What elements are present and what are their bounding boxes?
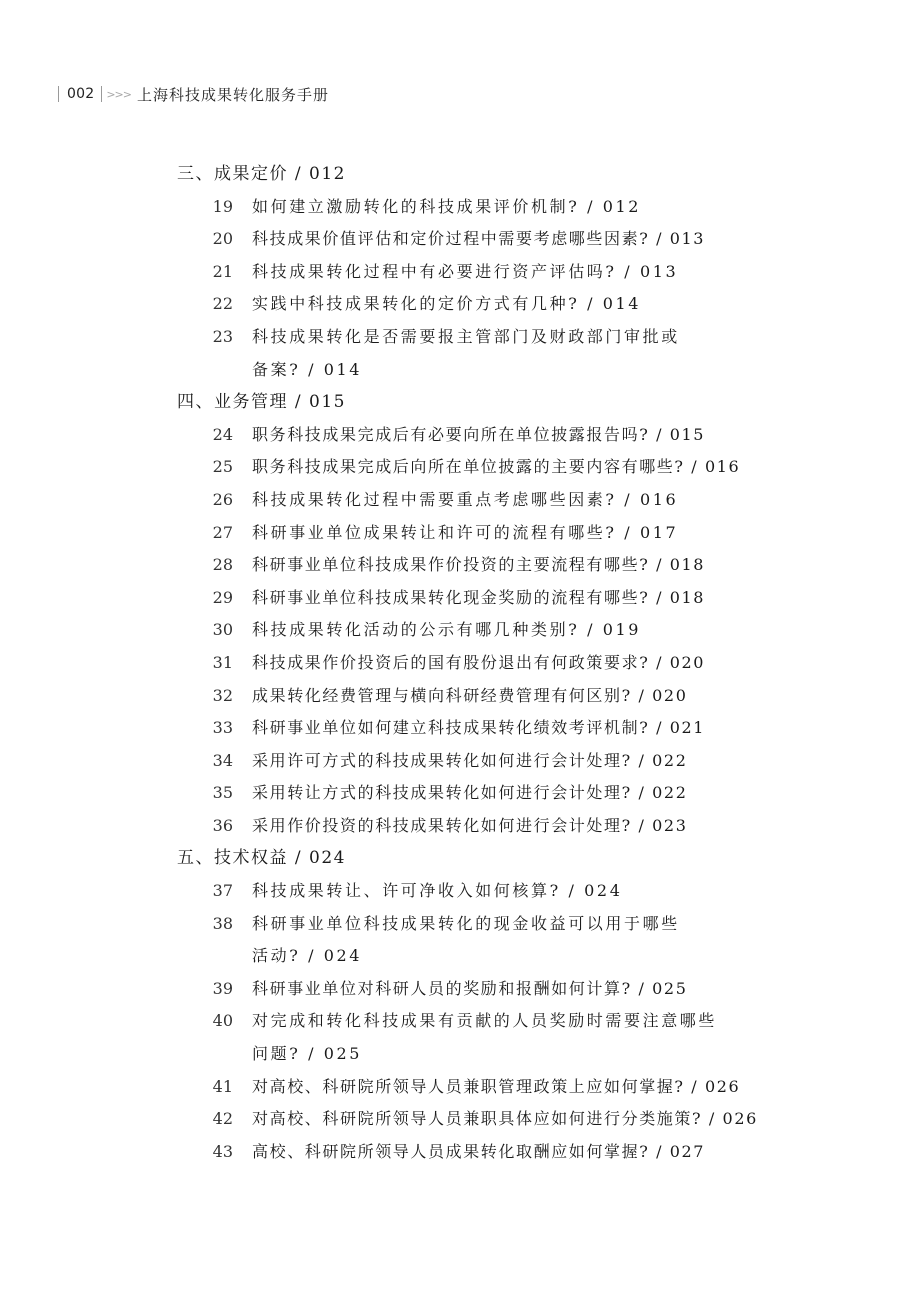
toc-entry-title[interactable]: 科技成果转化过程中需要重点考虑哪些因素? / 016: [252, 489, 679, 509]
toc-entry-number: 39: [212, 978, 233, 998]
toc-entry-number: 34: [212, 750, 233, 770]
toc-entry-number: 21: [212, 261, 233, 281]
toc-entry-row: [0, 1005, 924, 1038]
toc-entry-row: [0, 973, 924, 1006]
toc-entry-row: [0, 875, 924, 908]
toc-entry-number: 30: [212, 620, 233, 640]
toc-entry-number: 35: [212, 783, 233, 803]
toc-entry-number: 28: [212, 555, 233, 575]
running-header: [58, 82, 329, 106]
toc-entry-title[interactable]: 采用许可方式的科技成果转化如何进行会计处理? / 022: [252, 750, 688, 770]
toc-entry-row: [0, 288, 924, 321]
chevron-separator-icon: >>>: [106, 87, 131, 101]
toc-entry-row: [0, 1136, 924, 1169]
toc-entry-title[interactable]: 高校、科研院所领导人员成果转化取酬应如何掌握? / 027: [252, 1141, 706, 1161]
toc-entry-number: 42: [212, 1109, 233, 1129]
toc-entry-number: 33: [212, 718, 233, 738]
toc-entry-number: 40: [212, 1011, 233, 1031]
toc-entry-title[interactable]: 成果转化经费管理与横向科研经费管理有何区别? / 020: [252, 685, 688, 705]
toc-entry-number: 22: [212, 294, 233, 314]
toc-entry-title[interactable]: 对完成和转化科技成果有贡献的人员奖励时需要注意哪些: [252, 1011, 718, 1031]
toc-entry-number: 31: [212, 652, 233, 672]
toc-entry-title[interactable]: 科研事业单位对科研人员的奖励和报酬如何计算? / 025: [252, 978, 688, 998]
toc-entry-title[interactable]: 采用作价投资的科技成果转化如何进行会计处理? / 023: [252, 815, 688, 835]
toc-entry-title[interactable]: 科技成果转化是否需要报主管部门及财政部门审批或: [252, 326, 680, 346]
toc-entry-row: [0, 223, 924, 256]
toc-entry-number: 20: [212, 229, 233, 249]
toc-section-row: [0, 842, 924, 875]
toc-entry-row: [0, 745, 924, 778]
toc-entry-row: [0, 419, 924, 452]
toc-section-title[interactable]: 三、成果定价 / 012: [177, 164, 346, 184]
toc-entry-number: 19: [212, 196, 233, 216]
page-number: 002: [67, 86, 95, 102]
toc-entry-title-continued[interactable]: 活动? / 024: [252, 946, 363, 966]
toc-entry-number: 41: [212, 1076, 233, 1096]
toc-entry-number: 25: [212, 457, 233, 477]
toc-section-row: [0, 158, 924, 191]
toc-entry-title[interactable]: 如何建立激励转化的科技成果评价机制? / 012: [252, 196, 642, 216]
toc-entry-number: 38: [212, 913, 233, 933]
toc-entry-title-continued[interactable]: 备案? / 014: [252, 359, 363, 379]
toc-entry-title[interactable]: 采用转让方式的科技成果转化如何进行会计处理? / 022: [252, 783, 688, 803]
toc-entry-title[interactable]: 科技成果转化活动的公示有哪几种类别? / 019: [252, 620, 642, 640]
toc-entry-continuation-row: [0, 940, 924, 973]
toc-entry-title[interactable]: 对高校、科研院所领导人员兼职具体应如何进行分类施策? / 026: [252, 1109, 758, 1129]
toc-entry-number: 23: [212, 326, 233, 346]
toc-entry-continuation-row: [0, 354, 924, 387]
toc-section-title[interactable]: 五、技术权益 / 024: [177, 848, 346, 869]
toc-entry-number: 27: [212, 522, 233, 542]
toc-section-row: [0, 386, 924, 419]
toc-entry-number: 24: [212, 424, 233, 444]
toc-entry-title[interactable]: 科技成果价值评估和定价过程中需要考虑哪些因素? / 013: [252, 229, 706, 249]
toc-entry-title[interactable]: 职务科技成果完成后向所在单位披露的主要内容有哪些? / 016: [252, 457, 741, 477]
toc-entry-title[interactable]: 科研事业单位科技成果转化现金奖励的流程有哪些? / 018: [252, 587, 706, 607]
toc-entry-row: [0, 614, 924, 647]
toc-entry-title-continued[interactable]: 问题? / 025: [252, 1044, 363, 1064]
toc-entry-number: 29: [212, 587, 233, 607]
table-of-contents: [0, 158, 924, 1168]
toc-entry-row: [0, 810, 924, 843]
toc-entry-row: [0, 647, 924, 680]
header-divider-left: [58, 86, 59, 102]
toc-entry-title[interactable]: 科研事业单位科技成果作价投资的主要流程有哪些? / 018: [252, 555, 706, 575]
toc-entry-row: [0, 712, 924, 745]
toc-entry-row: [0, 582, 924, 615]
toc-entry-number: 43: [212, 1141, 233, 1161]
toc-section-title[interactable]: 四、业务管理 / 015: [177, 392, 346, 413]
toc-entry-title[interactable]: 科研事业单位科技成果转化的现金收益可以用于哪些: [252, 913, 680, 933]
toc-entry-number: 36: [212, 815, 233, 835]
toc-entry-title[interactable]: 职务科技成果完成后有必要向所在单位披露报告吗? / 015: [252, 424, 706, 444]
toc-entry-title[interactable]: 科技成果作价投资后的国有股份退出有何政策要求? / 020: [252, 652, 706, 672]
toc-entry-number: 32: [212, 685, 233, 705]
toc-entry-number: 37: [212, 881, 233, 901]
toc-entry-row: [0, 1103, 924, 1136]
book-title: 上海科技成果转化服务手册: [136, 85, 329, 104]
toc-entry-row: [0, 1071, 924, 1104]
header-divider-right: [101, 86, 102, 102]
toc-entry-title[interactable]: 科研事业单位成果转让和许可的流程有哪些? / 017: [252, 522, 679, 542]
toc-entry-row: [0, 256, 924, 289]
toc-entry-row: [0, 191, 924, 224]
toc-entry-row: [0, 321, 924, 354]
toc-entry-title[interactable]: 科技成果转让、许可净收入如何核算? / 024: [252, 881, 623, 901]
toc-entry-row: [0, 484, 924, 517]
toc-entry-title[interactable]: 实践中科技成果转化的定价方式有几种? / 014: [252, 294, 642, 314]
toc-entry-row: [0, 451, 924, 484]
toc-entry-row: [0, 549, 924, 582]
toc-entry-title[interactable]: 科研事业单位如何建立科技成果转化绩效考评机制? / 021: [252, 718, 706, 738]
toc-entry-continuation-row: [0, 1038, 924, 1071]
toc-entry-title[interactable]: 对高校、科研院所领导人员兼职管理政策上应如何掌握? / 026: [252, 1076, 741, 1096]
toc-entry-row: [0, 680, 924, 713]
toc-entry-row: [0, 517, 924, 550]
toc-entry-row: [0, 908, 924, 941]
toc-entry-row: [0, 777, 924, 810]
toc-entry-number: 26: [212, 489, 233, 509]
toc-entry-title[interactable]: 科技成果转化过程中有必要进行资产评估吗? / 013: [252, 261, 679, 281]
